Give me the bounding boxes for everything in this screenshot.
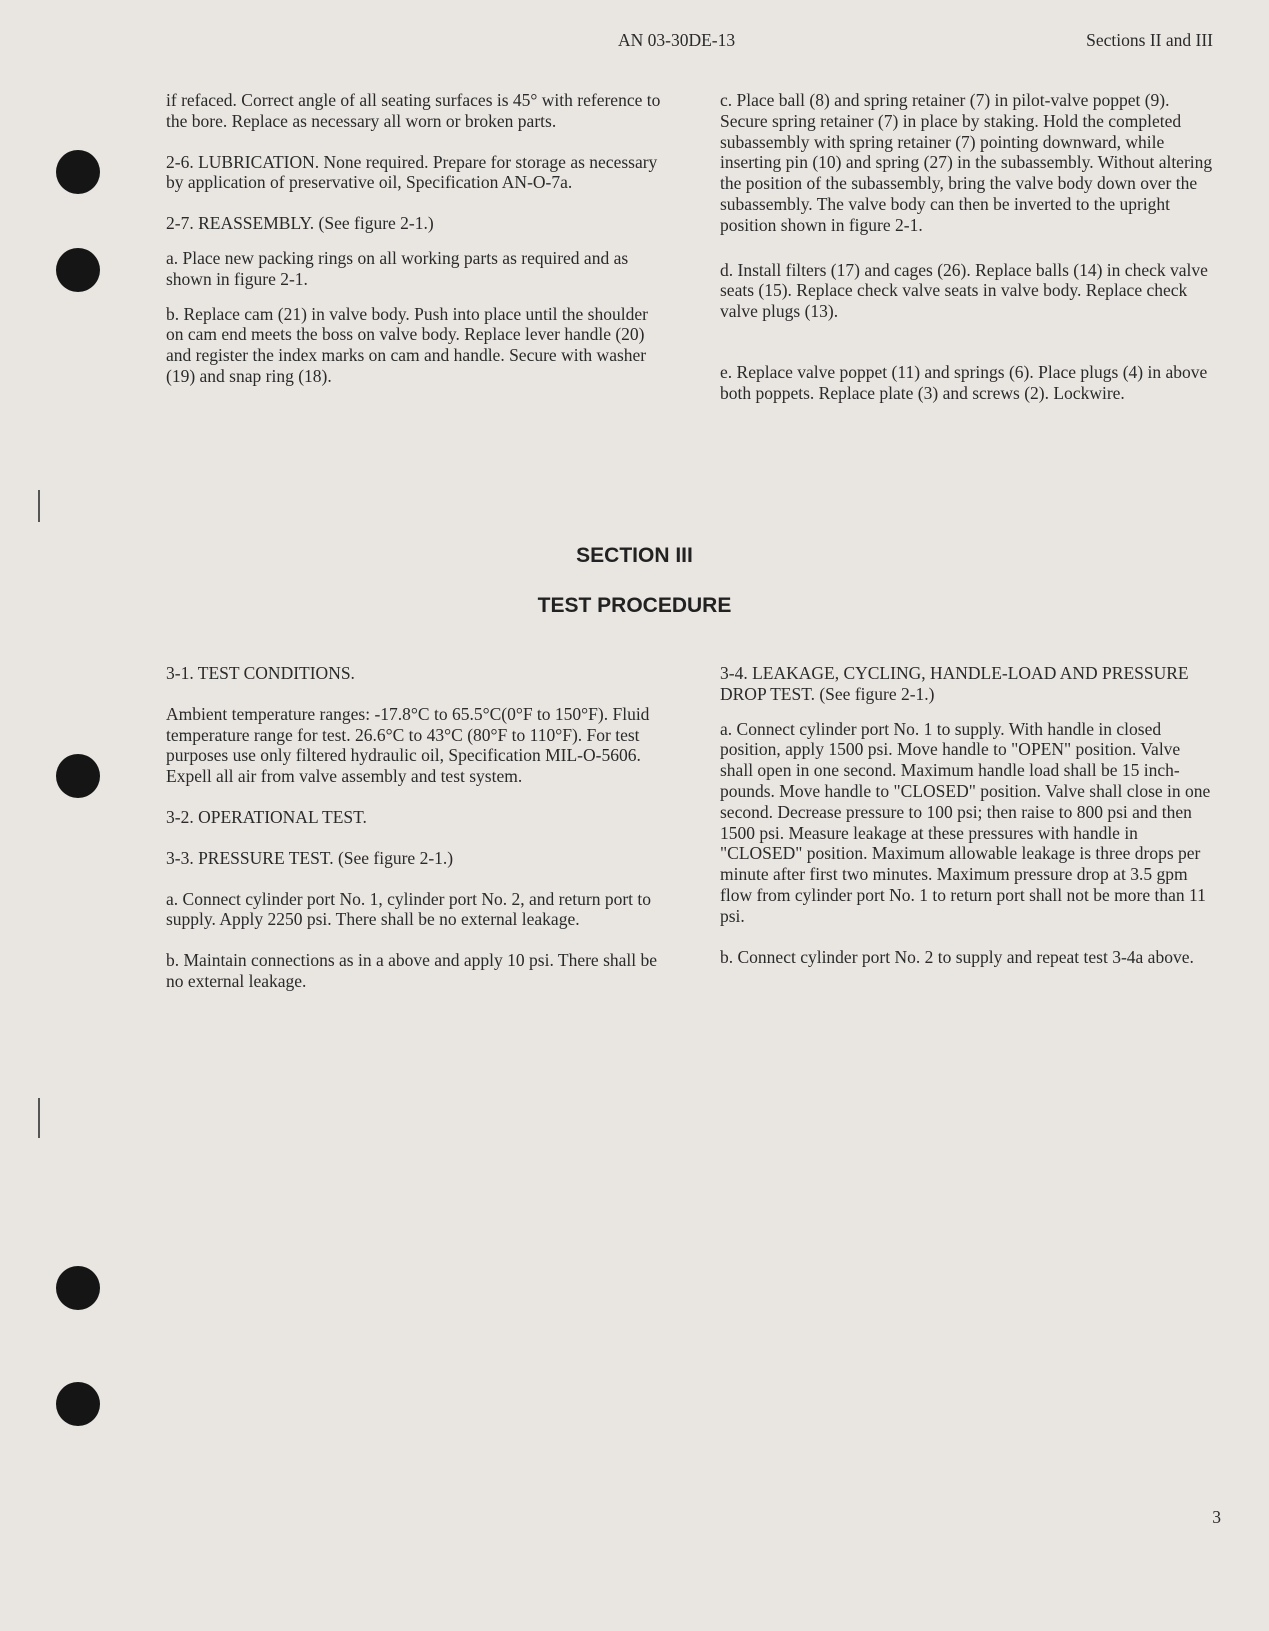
page-number: 3 <box>1212 1507 1221 1527</box>
right-column-bottom <box>720 663 1217 967</box>
doc-number: AN 03-30DE-13 <box>618 30 736 50</box>
paragraph-heading: 3-1. TEST CONDITIONS. <box>166 663 355 683</box>
paragraph: 2-7. REASSEMBLY. (See figure 2-1.) <box>166 213 434 234</box>
left-column-bottom <box>166 663 666 992</box>
paragraph: c. Place ball (8) and spring retainer (7) in pilot-valve poppet (9). Secure spring retainer (7) in place by staking. Hold the completed subassembly with spring retainer (7) pointing downward, while inserting pin (10) and spring (27) in the subassembly. Without altering the position of the subassembly, bring the valve body down over the subassembly. The valve body can then be inverted to the upright position shown in figure 2-1. <box>720 90 1213 235</box>
paragraph: if refaced. Correct angle of all seating surfaces is 45° with reference to the bore. Replace as necessary all worn or broken parts. <box>166 90 661 131</box>
left-column-top <box>166 90 666 387</box>
punch-hole <box>56 248 100 292</box>
paragraph-heading: 3-4. LEAKAGE, CYCLING, HANDLE-LOAD AND PRESSURE DROP TEST. (See figure 2-1.) <box>720 663 1189 704</box>
punch-hole <box>56 1266 100 1310</box>
paragraph: e. Replace valve poppet (11) and springs (6). Place plugs (4) in above both poppets. Replace plate (3) and screws (2). Lockwire. <box>720 361 1208 403</box>
section-title: SECTION III <box>576 544 693 567</box>
paragraph: a. Connect cylinder port No. 1 to supply. With handle in closed position, apply 1500 psi. Move handle to "OPEN" position. Valve shall open in one second. Maximum handle load shall be 15 inch-pounds. Move handle to "CLOSED" position. Valve shall close in one second. Decrease pressure to 100 psi; then raise to 800 psi and then 1500 psi. Measure leakage at these pressures with handle in "CLOSED" position. Maximum allowable leakage is three drops per minute after first two minutes. Maximum pressure drop at 3.5 gpm flow from cylinder port No. 1 to return port shall not be more than 11 psi. <box>720 718 1211 926</box>
punch-hole <box>56 754 100 798</box>
punch-hole <box>56 1382 100 1426</box>
margin-mark <box>38 1098 40 1138</box>
section-label: Sections II and III <box>1086 30 1213 50</box>
paragraph: Ambient temperature ranges: -17.8°C to 65.5°C(0°F to 150°F). Fluid temperature range for test. 26.6°C to 43°C (80°F to 110°F). For test purposes use only filtered hydraulic oil, Specification MIL-O-5606. Expell all air from valve assembly and test system. <box>166 703 650 787</box>
paragraph: 2-6. LUBRICATION. None required. Prepare for storage as necessary by application of preservative oil, Specification AN-O-7a. <box>166 151 658 193</box>
paragraph: b. Maintain connections as in a above and apply 10 psi. There shall be no external leakage. <box>166 950 658 991</box>
margin-mark <box>38 490 40 522</box>
paragraph: b. Replace cam (21) in valve body. Push into place until the shoulder on cam end meets the boss on valve body. Replace lever handle (20) and register the index marks on cam and handle. Secure with washer (19) and snap ring (18). <box>166 303 648 386</box>
punch-hole <box>56 150 100 194</box>
paragraph: b. Connect cylinder port No. 2 to supply and repeat test 3-4a above. <box>720 946 1194 967</box>
paragraph-heading: 3-2. OPERATIONAL TEST. <box>166 806 367 827</box>
paragraph-heading: 3-3. PRESSURE TEST. (See figure 2-1.) <box>166 847 454 868</box>
paragraph: a. Connect cylinder port No. 1, cylinder port No. 2, and return port to supply. Apply 2250 psi. There shall be no external leakage. <box>166 888 652 930</box>
paragraph: d. Install filters (17) and cages (26). Replace balls (14) in check valve seats (15). Replace check valve seats in valve body. Replace check valve plugs (13). <box>720 259 1208 322</box>
paragraph: a. Place new packing rings on all working parts as required and as shown in figure 2-1. <box>166 247 629 289</box>
section-subtitle: TEST PROCEDURE <box>537 594 732 617</box>
right-column-top <box>720 90 1217 404</box>
